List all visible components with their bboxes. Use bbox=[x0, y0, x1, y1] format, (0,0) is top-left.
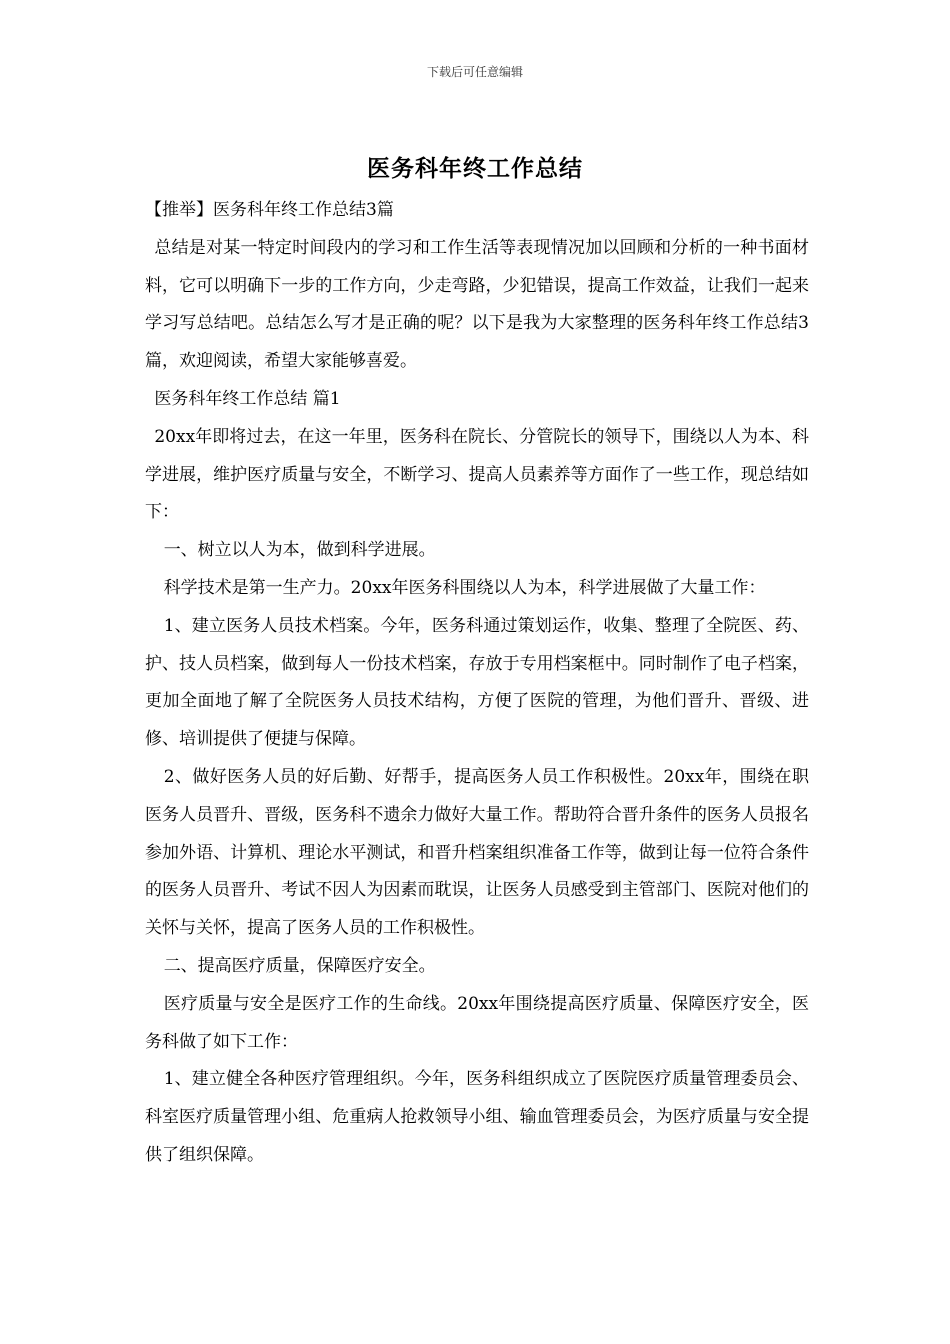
paragraph-overview: 20xx年即将过去，在这一年里，医务科在院长、分管院长的领导下，围绕以人为本、科学进展，维护医疗质量与安全，不断学习、提高人员素养等方面作了一些工作，现总结如下： bbox=[145, 426, 809, 523]
paragraph-archives: 1、建立医务人员技术档案。今年，医务科通过策划运作，收集、整理了全院医、药、护、技人员档案，做到每人一份技术档案，存放于专用档案框中。同时制作了电子档案，更加全面地了解了全院医务人员技术结构，方便了医院的管理，为他们晋升、晋级、进修、培训提供了便捷与保障。 bbox=[145, 615, 809, 750]
paragraph-intro: 总结是对某一特定时间段内的学习和工作生活等表现情况加以回顾和分析的一种书面材料，它可以明确下一步的工作方向，少走弯路，少犯错误，提高工作效益，让我们一起来学习写总结吧。总结怎么写才是正确的呢？以下是我为大家整理的医务科年终工作总结3篇，欢迎阅读，希望大家能够喜爱。 bbox=[145, 237, 809, 372]
section-heading-part1: 医务科年终工作总结 篇1 bbox=[154, 388, 341, 409]
page-header: 下载后可任意编辑 bbox=[426, 65, 523, 79]
paragraph-organization: 1、建立健全各种医疗管理组织。今年，医务科组织成立了医院医疗质量管理委员会、科室医疗质量管理小组、危重病人抢救领导小组、输血管理委员会，为医疗质量与安全提供了组织保障。 bbox=[145, 1069, 809, 1165]
paragraph-quality: 医疗质量与安全是医疗工作的生命线。20xx年围绕提高医疗质量、保障医疗安全，医务科做了如下工作： bbox=[145, 993, 809, 1052]
paragraph-science: 科学技术是第一生产力。20xx年医务科围绕以人为本，科学进展做了大量工作： bbox=[163, 577, 766, 598]
document-body bbox=[145, 192, 809, 1175]
section-heading-2: 二、提高医疗质量，保障医疗安全。 bbox=[163, 955, 436, 976]
paragraph-recommend: 【推举】医务科年终工作总结3篇 bbox=[145, 200, 394, 220]
section-heading-1: 一、树立以人为本，做到科学进展。 bbox=[163, 540, 436, 561]
document-title: 医务科年终工作总结 bbox=[367, 155, 583, 182]
paragraph-support: 2、做好医务人员的好后勤、好帮手，提高医务人员工作积极性。20xx年，围绕在职医务人员晋升、晋级，医务科不遗余力做好大量工作。帮助符合晋升条件的医务人员报名参加外语、计算机、理论水平测试，和晋升档案组织准备工作等，做到让每一位符合条件的医务人员晋升、考试不因人为因素而耽误，让医务人员感受到主管部门、医院对他们的关怀与关怀，提高了医务人员的工作积极性。 bbox=[145, 766, 809, 939]
